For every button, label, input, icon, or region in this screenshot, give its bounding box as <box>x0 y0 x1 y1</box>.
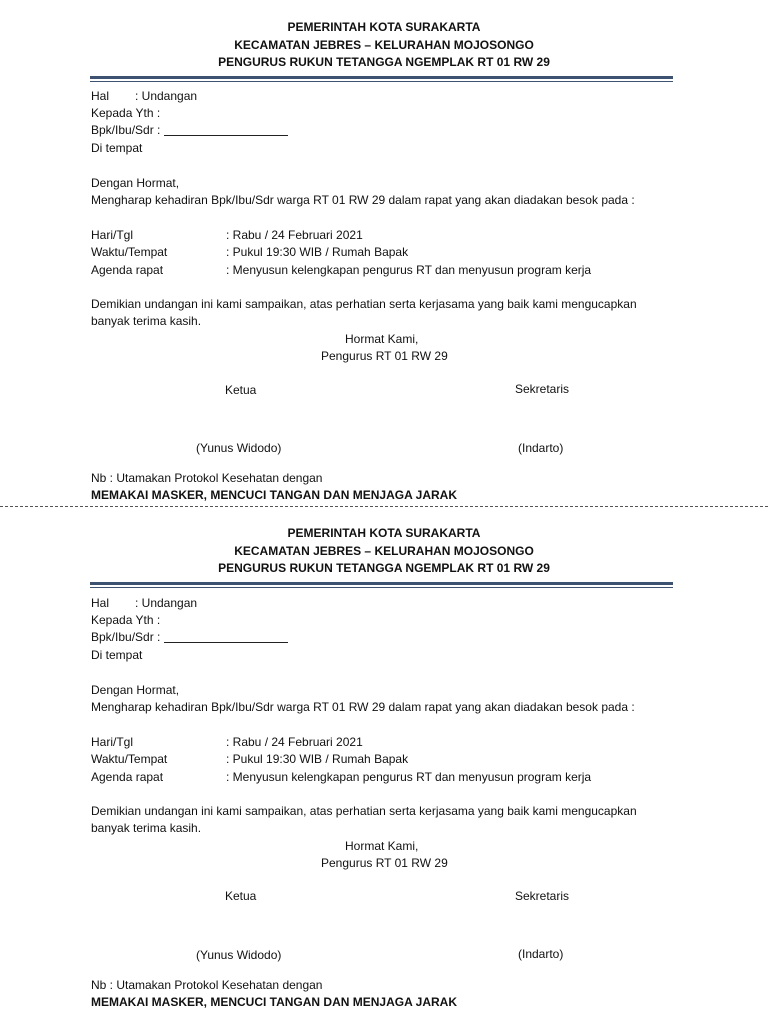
intro-text: Mengharap kehadiran Bpk/Ibu/Sdr warga RT 01 RW 29 dalam rapat yang akan diadakan besok pada : <box>91 193 635 207</box>
greeting: Dengan Hormat, <box>91 683 180 697</box>
ketua-name: (Yunus Widodo) <box>196 948 282 962</box>
header-rt: PENGURUS RUKUN TETANGGA NGEMPLAK RT 01 RW 29 <box>218 55 550 69</box>
closing-text-line1: Demikian undangan ini kami sampaikan, atas perhatian serta kerjasama yang baik kami mengucapkan <box>91 804 637 818</box>
header-rt: PENGURUS RUKUN TETANGGA NGEMPLAK RT 01 RW 29 <box>218 561 550 575</box>
note-line1: Nb : Utamakan Protokol Kesehatan dengan <box>91 471 323 485</box>
hal-value: : Undangan <box>135 596 198 610</box>
note-line2: MEMAKAI MASKER, MENCUCI TANGAN DAN MENJAGA JARAK <box>91 488 457 502</box>
intro-text: Mengharap kehadiran Bpk/Ibu/Sdr warga RT 01 RW 29 dalam rapat yang akan diadakan besok pada : <box>91 700 635 714</box>
kepada-label: Kepada Yth : <box>91 106 161 120</box>
detail-value-time-place: : Pukul 19:30 WIB / Rumah Bapak <box>226 245 409 259</box>
hal-label: Hal <box>91 596 110 610</box>
ketua-title: Ketua <box>225 383 257 397</box>
detail-value-date: : Rabu / 24 Februari 2021 <box>226 228 363 242</box>
header-district: KECAMATAN JEBRES – KELURAHAN MOJOSONGO <box>234 38 534 52</box>
header-rule-thin <box>90 81 673 82</box>
sekretaris-name: (Indarto) <box>518 947 564 961</box>
closing-text-line2: banyak terima kasih. <box>91 314 202 328</box>
header-rule-thick <box>90 76 673 79</box>
detail-value-date: : Rabu / 24 Februari 2021 <box>226 735 363 749</box>
invitation-letter-copy-1 <box>0 0 768 507</box>
closing-text-line2: banyak terima kasih. <box>91 821 202 835</box>
header-rule-thin <box>90 587 673 588</box>
sekretaris-title: Sekretaris <box>515 382 570 396</box>
kepada-label: Kepada Yth : <box>91 613 161 627</box>
sekretaris-name: (Indarto) <box>518 441 564 455</box>
detail-label-agenda: Agenda rapat <box>91 263 164 277</box>
recipient-field <box>91 630 288 645</box>
detail-value-agenda: : Menyusun kelengkapan pengurus RT dan menyusun program kerja <box>226 263 592 277</box>
note-line2: MEMAKAI MASKER, MENCUCI TANGAN DAN MENJAGA JARAK <box>91 995 457 1009</box>
recipient-label: Bpk/Ibu/Sdr : <box>91 630 161 644</box>
header-district: KECAMATAN JEBRES – KELURAHAN MOJOSONGO <box>234 544 534 558</box>
ketua-name: (Yunus Widodo) <box>196 441 282 455</box>
detail-label-date: Hari/Tgl <box>91 228 134 242</box>
di-tempat: Di tempat <box>91 141 143 155</box>
header-government: PEMERINTAH KOTA SURAKARTA <box>287 526 481 540</box>
ketua-title: Ketua <box>225 889 257 903</box>
hal-label: Hal <box>91 89 110 103</box>
recipient-blank-line <box>164 123 288 136</box>
closing-text-line1: Demikian undangan ini kami sampaikan, atas perhatian serta kerjasama yang baik kami mengucapkan <box>91 297 637 311</box>
signature-salutation: Hormat Kami, <box>345 839 419 853</box>
detail-label-time-place: Waktu/Tempat <box>91 752 168 766</box>
detail-label-time-place: Waktu/Tempat <box>91 245 168 259</box>
recipient-label: Bpk/Ibu/Sdr : <box>91 123 161 137</box>
signature-salutation: Hormat Kami, <box>345 332 419 346</box>
detail-value-agenda: : Menyusun kelengkapan pengurus RT dan menyusun program kerja <box>226 770 592 784</box>
detail-label-date: Hari/Tgl <box>91 735 134 749</box>
detail-label-agenda: Agenda rapat <box>91 770 164 784</box>
recipient-blank-line <box>164 630 288 643</box>
header-rule-thick <box>90 582 673 585</box>
detail-value-time-place: : Pukul 19:30 WIB / Rumah Bapak <box>226 752 409 766</box>
recipient-field <box>91 123 288 138</box>
signature-org: Pengurus RT 01 RW 29 <box>321 856 448 870</box>
signature-org: Pengurus RT 01 RW 29 <box>321 349 448 363</box>
hal-value: : Undangan <box>135 89 198 103</box>
note-line1: Nb : Utamakan Protokol Kesehatan dengan <box>91 978 323 992</box>
header-government: PEMERINTAH KOTA SURAKARTA <box>287 20 481 34</box>
di-tempat: Di tempat <box>91 648 143 662</box>
greeting: Dengan Hormat, <box>91 176 180 190</box>
invitation-letter-copy-2 <box>0 507 768 1014</box>
sekretaris-title: Sekretaris <box>515 889 570 903</box>
